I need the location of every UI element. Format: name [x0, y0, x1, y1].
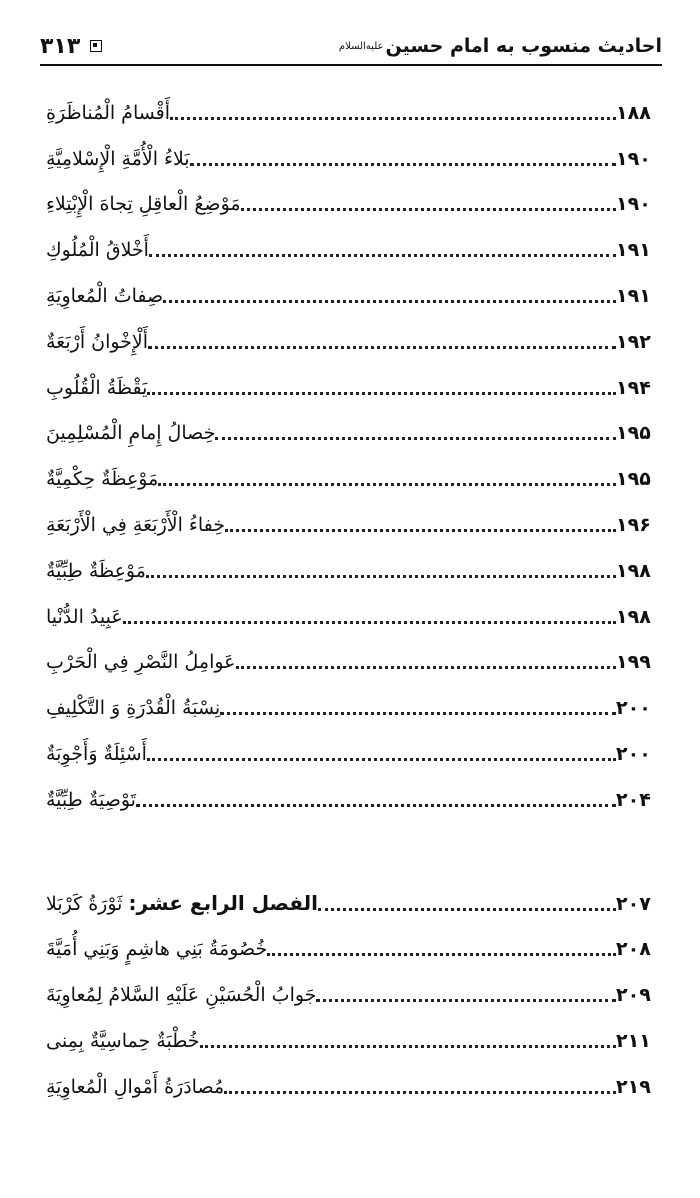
toc-entry-title: تَوْصِيَةٌ طِبِّيَّةٌ	[46, 788, 136, 811]
dot-leader	[147, 392, 616, 395]
toc-entry-title: نِسْبَةُ الْقُدْرَةِ وَ التَّكْلِيفِ	[46, 697, 221, 720]
toc-entry-title: عَبِيدُ الدُّنْيا	[46, 605, 123, 628]
square-ornament-icon	[90, 40, 102, 52]
toc-entry-page: ۲۱۱	[616, 1029, 651, 1052]
chapter-title: ثَوْرَةُ كَرْبَلا	[46, 892, 123, 915]
toc-entry	[40, 500, 662, 546]
toc-entry	[40, 775, 662, 821]
dot-leader	[148, 346, 616, 349]
page-number: ۳۱۳	[40, 33, 81, 59]
toc-entry-page: ۲۰۴	[616, 788, 651, 811]
toc-entry	[40, 970, 662, 1016]
dot-leader	[215, 437, 616, 440]
toc-entry-page: ۱۹۱	[616, 284, 651, 307]
toc-entry-page: ۱۹۲	[616, 330, 651, 353]
toc-entry	[40, 317, 662, 363]
toc-entry-title: خِفاءُ الْأَرْبَعَةِ فِي الْأَرْبَعَةِ	[46, 513, 225, 536]
toc-entry-page: ۲۱۹	[616, 1075, 651, 1098]
toc-entry-title: خِصالُ إِمامِ الْمُسْلِمِينَ	[46, 422, 216, 445]
toc-entry-page: ۲۰۰	[616, 742, 651, 765]
toc-entry	[40, 225, 662, 271]
toc-entry-page: ۲۰۸	[616, 938, 651, 961]
toc-entry-page: ۱۹۶	[616, 513, 651, 536]
toc-entry-page: ۱۹۹	[616, 651, 651, 674]
toc-entry-title: مَوْعِظَةٌ حِكْمِيَّةٌ	[46, 468, 159, 491]
toc-entry-title: يَقْظَةُ الْقُلُوبِ	[46, 376, 148, 399]
chapter-label: الفصل الرابع عشر:	[128, 890, 319, 915]
toc-entry-page: ۲۰۰	[616, 697, 651, 720]
toc-entry	[40, 134, 662, 180]
toc-entry	[40, 638, 662, 684]
toc-entry	[40, 88, 662, 134]
running-title	[339, 35, 662, 57]
table-of-contents	[40, 88, 662, 1108]
dot-leader	[149, 254, 616, 257]
toc-entry-title: عَوامِلُ النَّصْرِ فِي الْحَرْبِ	[46, 651, 236, 674]
toc-entry-title: أَخْلاقُ الْمُلُوكِ	[46, 239, 149, 262]
dot-leader	[200, 1045, 616, 1048]
toc-entry-page: ۱۹۵	[616, 468, 651, 491]
chapter-page: ۲۰۷	[616, 892, 651, 915]
toc-entry	[40, 363, 662, 409]
toc-entry-title: أَسْئِلَةٌ وَأَجْوِبَةٌ	[46, 742, 147, 765]
toc-entry	[40, 546, 662, 592]
toc-entry-title: أَقْسامُ الْمُناظَرَةِ	[46, 101, 171, 124]
toc-entry-page: ۱۹۱	[616, 239, 651, 262]
dot-leader	[163, 300, 616, 303]
toc-entry	[40, 683, 662, 729]
toc-entry	[40, 1016, 662, 1062]
toc-entry	[40, 592, 662, 638]
chapter-heading	[40, 879, 662, 925]
dot-leader	[241, 208, 616, 211]
chapter-title-group	[40, 891, 318, 925]
dot-leader	[123, 621, 616, 624]
toc-entry-page: ۱۹۸	[616, 605, 651, 628]
toc-entry-page: ۲۰۹	[616, 984, 651, 1007]
toc-entry-page: ۱۹۵	[616, 422, 651, 445]
dot-leader	[267, 953, 616, 956]
page-header	[40, 28, 662, 66]
honorific-calligraphy: علیه‌السلام	[338, 40, 384, 52]
toc-entry-title: جَوابُ الْحُسَيْنِ عَلَيْهِ السَّلامُ لِمُعاوِيَةَ	[46, 984, 317, 1007]
toc-entry-title: مَوْضِعُ الْعاقِلِ تِجاهَ الْإِبْتِلاءِ	[46, 193, 241, 216]
toc-entry-page: ۱۹۸	[616, 559, 651, 582]
toc-entry-page: ۱۹۰	[616, 193, 651, 216]
toc-entry-title: صِفاتُ الْمُعاوِيَةِ	[46, 284, 164, 307]
dot-leader	[318, 908, 616, 911]
dot-leader	[146, 575, 616, 578]
toc-entry-title: مَوْعِظَةٌ طِبِّيَّةٌ	[46, 559, 146, 582]
toc-entry-title: خُصُومَةُ بَنِي هاشِمٍ وَبَنِي أُمَيَّةَ	[46, 938, 268, 961]
toc-entry-page: ۱۹۴	[616, 376, 651, 399]
toc-entry	[40, 729, 662, 775]
dot-leader	[158, 483, 616, 486]
dot-leader	[236, 666, 617, 669]
dot-leader	[190, 163, 616, 166]
toc-entry-title: أَلْإِخْوانُ أَرْبَعَةٌ	[46, 330, 149, 353]
toc-entry-title: مُصادَرَةُ أَمْوالِ الْمُعاوِيَةِ	[46, 1075, 225, 1098]
running-title-text: احادیث منسوب به امام حسین	[385, 35, 662, 57]
dot-leader	[224, 1091, 616, 1094]
dot-leader	[136, 804, 616, 807]
toc-entry	[40, 409, 662, 455]
dot-leader	[170, 117, 616, 120]
toc-entry	[40, 454, 662, 500]
toc-entry	[40, 925, 662, 971]
header-page-number-group	[40, 34, 112, 59]
toc-entry-page: ۱۸۸	[616, 101, 651, 124]
toc-entry	[40, 1062, 662, 1108]
dot-leader	[225, 529, 616, 532]
dot-leader	[147, 758, 616, 761]
toc-entry-page: ۱۹۰	[616, 147, 651, 170]
dot-leader	[316, 999, 616, 1002]
toc-entry-title: خُطْبَةٌ حِماسِيَّةٌ بِمِنى	[46, 1029, 200, 1052]
toc-entry	[40, 180, 662, 226]
toc-entry	[40, 271, 662, 317]
dot-leader	[220, 712, 616, 715]
toc-entry-title: بَلاءُ الْأُمَّةِ الْإِسْلامِيَّةِ	[46, 147, 190, 170]
